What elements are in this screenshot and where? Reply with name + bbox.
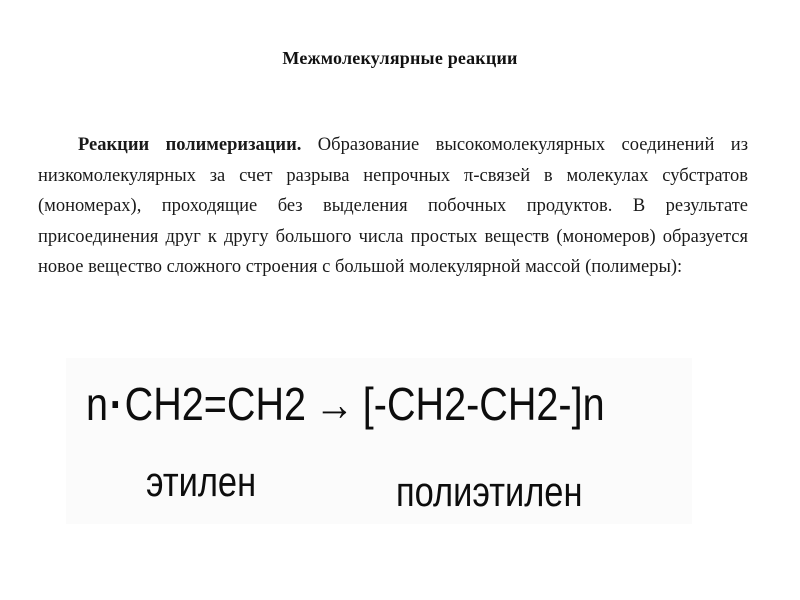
body-paragraph <box>38 130 748 283</box>
reaction-arrow-icon: → <box>314 378 355 430</box>
slide-title: Межмолекулярные реакции <box>282 48 518 68</box>
polymer-formula: [-CH2-CH2-]n <box>362 378 605 430</box>
reaction-equation <box>86 364 605 444</box>
monomer-name: этилен <box>146 458 257 505</box>
polymer-name: полиэтилен <box>396 468 583 515</box>
multiplication-dot: · <box>109 378 123 430</box>
formula-image <box>66 358 692 524</box>
paragraph-text: Образование высокомолекулярных соединений из низкомолекулярных за счет разрыва непрочных π-связей в молекулах субстратов (мономерах), проходящие без выделения побочных продуктов. В результате присоединения друг к другу большого числа простых веществ (мономеров) образуется новое вещество сложного строения с большой молекулярной массой (полимеры): <box>38 135 748 277</box>
monomer-formula: CH2=CH2 <box>124 378 307 430</box>
coefficient: n <box>86 378 109 430</box>
paragraph-lead: Реакции полимеризации. <box>78 135 302 155</box>
